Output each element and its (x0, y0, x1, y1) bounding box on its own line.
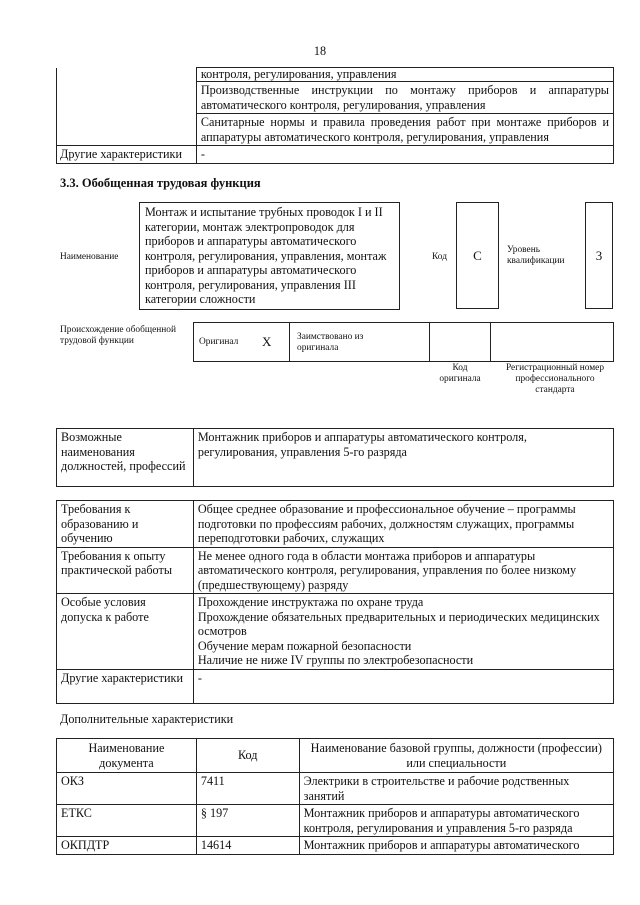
header-document: Наименование документа (57, 739, 197, 773)
top-table (56, 67, 614, 164)
requirement-label: Другие характеристики (57, 669, 194, 703)
table-row (57, 82, 614, 114)
level-label: Уровень квалификации (507, 245, 565, 266)
cell-doc: ОКЗ (57, 773, 197, 805)
header-name: Наименование базовой группы, должности (профессии) или специальности (299, 739, 613, 773)
positions-value: Монтажник приборов и аппаратуры автоматического контроля, регулирования, управления 5-го разряда (193, 429, 613, 487)
origin-label: Происхождение обобщенной трудовой функции (60, 325, 176, 346)
reg-number-caption: Регистрационный номер профессионального стандарта (505, 363, 605, 395)
requirement-value (193, 669, 613, 703)
requirement-line: Наличие не ниже IV группы по электробезопасности (197, 653, 474, 667)
table-row (57, 837, 614, 855)
level-value: 3 (595, 248, 603, 263)
cell-code: § 197 (196, 805, 299, 837)
requirement-line: Общее среднее образование и профессиональное обучение – программы подготовки по профессиям рабочих, должностям служащих, программы переподготовки рабочих, служащих (197, 502, 576, 545)
cell-code: 14614 (196, 837, 299, 855)
name-label: Наименование (60, 252, 119, 262)
cell-code: 7411 (196, 773, 299, 805)
table-row (57, 114, 614, 146)
requirement-label: Особые условия допуска к работе (57, 594, 194, 670)
function-name-text: Монтаж и испытание трубных проводок I и II категории, монтаж электропроводок для приборов и аппаратуры автоматического контроля, регулирования, управления, монтаж приборов и аппаратуры автоматического контроля, регулирования, управления III категории сложности (145, 205, 387, 306)
additional-table (56, 738, 614, 855)
table-row (57, 669, 614, 703)
requirement-line: Обучение мерам пожарной безопасности (197, 638, 412, 653)
borrowed-label: Заимствовано из оригинала (297, 332, 364, 353)
function-name-box (139, 202, 400, 310)
cell-name: Монтажник приборов и аппаратуры автоматического контроля, регулирования и управления 5-го разряда (299, 805, 613, 837)
table-cell: Санитарные нормы и правила проведения работ при монтаже приборов и аппаратуры автоматического контроля, регулирования, управления (196, 114, 613, 146)
positions-table (56, 428, 614, 487)
table-row (57, 547, 614, 594)
table-row (57, 146, 614, 164)
table-header-row (57, 739, 614, 773)
original-label: Оригинал (199, 337, 239, 347)
requirements-table (56, 500, 614, 704)
other-characteristics-value: - (196, 146, 613, 164)
requirement-line: Не менее одного года в области монтажа приборов и аппаратуры автоматического контроля, регулирования, управления по более низкому (предшествующему) разряду (197, 548, 577, 592)
requirement-value (193, 594, 613, 670)
table-cell: контроля, регулирования, управления (196, 68, 613, 82)
requirement-line: - (197, 670, 202, 685)
header-code: Код (196, 739, 299, 773)
positions-label: Возможные наименования должностей, профессий (57, 429, 194, 487)
original-mark: X (262, 334, 272, 349)
code-value: C (473, 248, 482, 263)
origin-divider (490, 322, 491, 362)
other-characteristics-label: Другие характеристики (57, 146, 197, 164)
table-row (57, 594, 614, 670)
requirement-line: Прохождение обязательных предварительных и периодических медицинских осмотров (197, 609, 600, 638)
section-heading: 3.3. Обобщенная трудовая функция (60, 176, 261, 190)
page-number: 18 (313, 44, 327, 58)
requirement-value (193, 501, 613, 548)
table-row (57, 68, 614, 82)
cell-doc: ЕТКС (57, 805, 197, 837)
table-row (57, 501, 614, 548)
cell-name: Монтажник приборов и аппаратуры автоматического (299, 837, 613, 855)
cell-doc: ОКПДТР (57, 837, 197, 855)
code-label: Код (432, 252, 447, 262)
origin-divider (429, 322, 430, 362)
table-row (57, 773, 614, 805)
origin-divider (289, 322, 290, 362)
additional-heading: Дополнительные характеристики (60, 712, 234, 726)
requirement-value (193, 547, 613, 594)
origin-box (193, 322, 614, 362)
requirement-label: Требования к опыту практической работы (57, 547, 194, 594)
requirement-label: Требования к образованию и обучению (57, 501, 194, 548)
requirement-line: Прохождение инструктажа по охране труда (197, 595, 424, 609)
table-row (57, 805, 614, 837)
table-row (57, 429, 614, 487)
code-original-caption: Код оригинала (439, 363, 481, 384)
cell-name: Электрики в строительстве и рабочие родственных занятий (299, 773, 613, 805)
table-cell: Производственные инструкции по монтажу приборов и аппаратуры автоматического контроля, регулирования, управления (196, 82, 613, 114)
